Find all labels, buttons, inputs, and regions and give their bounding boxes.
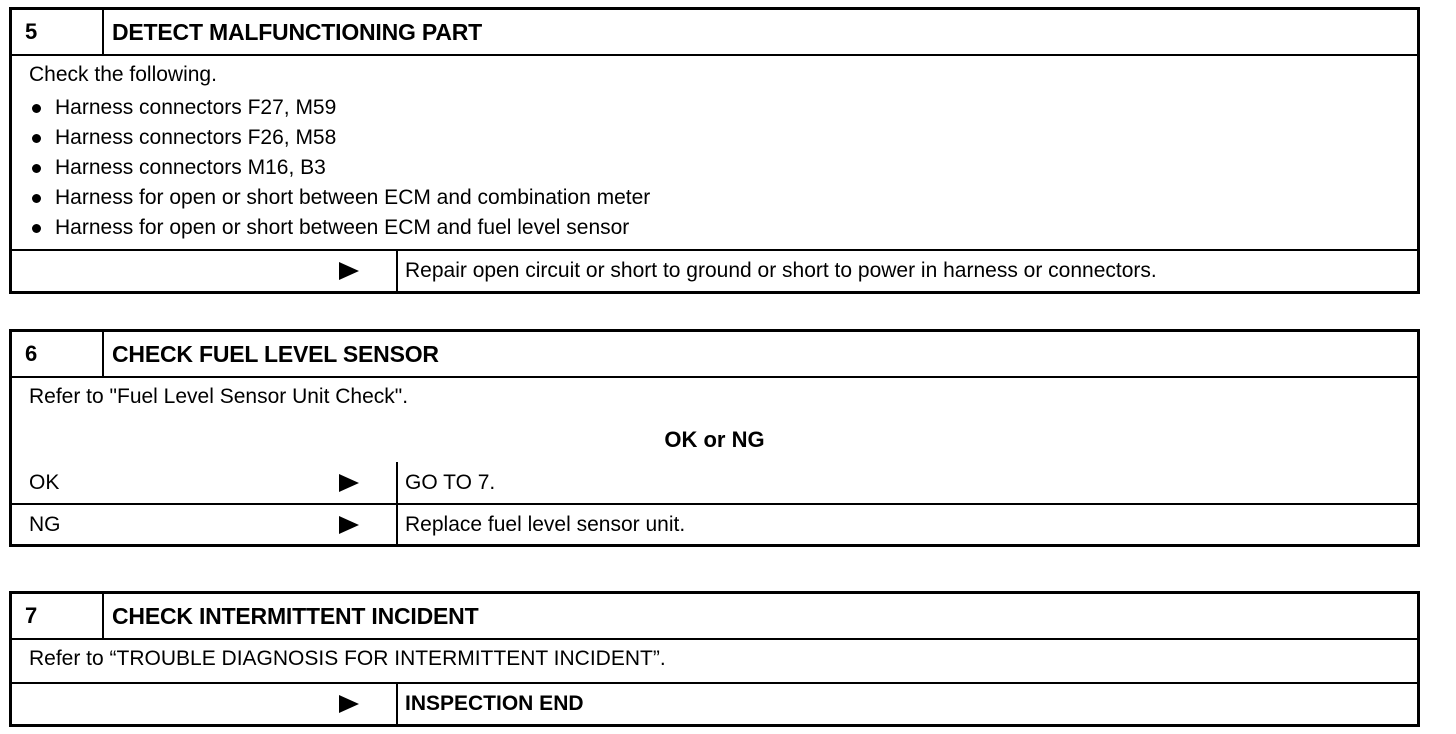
step-7-result-row [12, 682, 1417, 724]
step-7-header [12, 594, 1417, 638]
step-title: DETECT MALFUNCTIONING PART [112, 18, 483, 45]
bullet-icon [32, 104, 41, 113]
step-number: 5 [12, 10, 104, 54]
step-6-block [9, 329, 1420, 547]
result-condition [12, 684, 398, 724]
result-row-ng [12, 503, 1417, 544]
condition-label: OK [29, 470, 60, 494]
step-number: 7 [12, 594, 104, 638]
condition-label: NG [29, 512, 61, 536]
list-item: Harness for open or short between ECM and combination meter [29, 183, 1417, 213]
result-condition [12, 462, 398, 503]
bullet-icon [32, 164, 41, 173]
step-5-block [9, 7, 1420, 294]
list-item: Harness connectors F26, M58 [29, 123, 1417, 153]
step-number: 6 [12, 332, 104, 376]
list-item: Harness for open or short between ECM and fuel level sensor [29, 213, 1417, 243]
arrow-right-icon [339, 474, 359, 492]
bullet-icon [32, 134, 41, 143]
bullet-icon [32, 224, 41, 233]
result-action: GO TO 7. [405, 470, 496, 494]
step-5-body [12, 54, 1417, 249]
ok-ng-question: OK or NG [664, 427, 765, 452]
step-5-result-row [12, 249, 1417, 291]
step-7-instruction: Refer to “TROUBLE DIAGNOSIS FOR INTERMITTENT INCIDENT”. [12, 638, 1417, 682]
result-row-ok [12, 462, 1417, 503]
step-5-lead: Check the following. [29, 63, 217, 86]
step-6-header [12, 332, 1417, 376]
step-5-header [12, 10, 1417, 54]
step-6-instruction: Refer to "Fuel Level Sensor Unit Check". [12, 376, 1417, 418]
step-title: CHECK INTERMITTENT INCIDENT [112, 602, 479, 629]
arrow-right-icon [339, 262, 359, 280]
result-condition [12, 505, 398, 544]
result-condition [12, 251, 398, 291]
result-action: INSPECTION END [405, 692, 584, 715]
list-item: Harness connectors F27, M59 [29, 93, 1417, 123]
step-7-block [9, 591, 1420, 727]
result-action: Replace fuel level sensor unit. [405, 512, 686, 536]
arrow-right-icon [339, 695, 359, 713]
step-title: CHECK FUEL LEVEL SENSOR [112, 340, 439, 367]
check-list [29, 93, 1417, 243]
arrow-right-icon [339, 516, 359, 534]
bullet-icon [32, 194, 41, 203]
result-action: Repair open circuit or short to ground or short to power in harness or connectors. [405, 259, 1157, 282]
list-item: Harness connectors M16, B3 [29, 153, 1417, 183]
